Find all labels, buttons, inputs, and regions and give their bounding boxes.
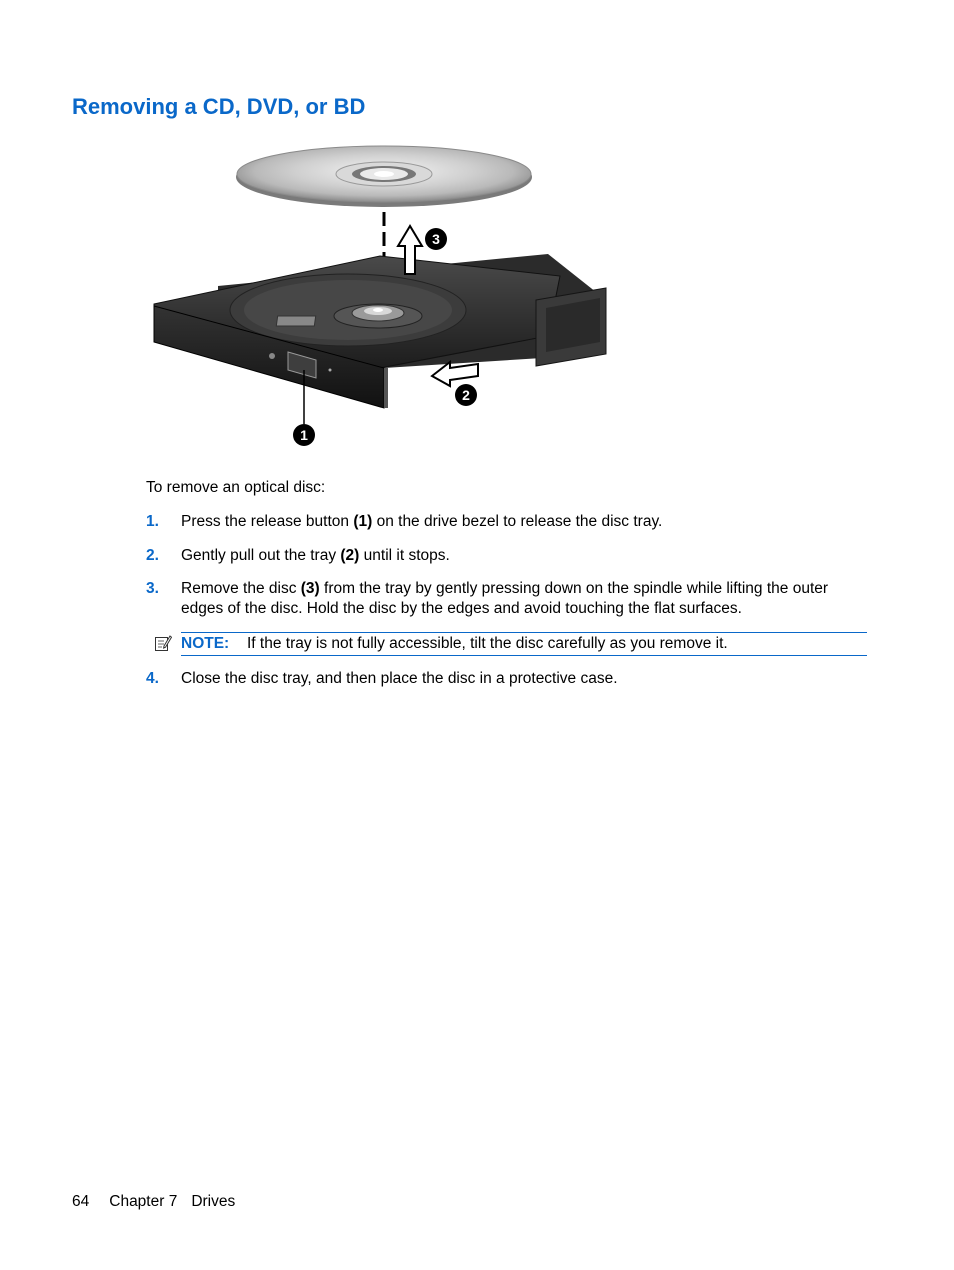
step-text: Remove the disc (3) from the tray by gently pressing down on the spindle while lifting the outer edges of the disc. Hold the disc by the edges and avoid touching the flat surfaces. [181,580,829,617]
intro-text: To remove an optical disc: [146,479,326,496]
optical-drive-image [148,136,618,458]
optical-drive-illustration [148,136,618,458]
step-2 [146,546,866,566]
callout-2 [455,384,477,406]
page-footer [72,1192,235,1212]
page-number: 64 [72,1193,90,1210]
step-4 [146,669,866,689]
step-number: 3. [146,580,159,597]
callout-1-label: 1 [300,427,308,443]
callout-1 [293,424,315,446]
spindle [334,304,422,328]
disc [236,146,532,207]
step-1 [146,512,866,532]
callout-3-label: 3 [432,231,440,247]
step-3 [146,579,866,619]
callout-3 [425,228,447,250]
note-pencil-icon [154,634,172,652]
chapter-title: Drives [191,1193,236,1210]
step-number: 1. [146,513,159,530]
note-label: NOTE: [181,635,230,652]
note-text: If the tray is not fully accessible, tilt the disc carefully as you remove it. [247,635,728,652]
step-number: 4. [146,670,159,687]
callout-2-label: 2 [462,387,470,403]
step-number: 2. [146,547,159,564]
step-text: Press the release button (1) on the drive bezel to release the disc tray. [181,513,663,530]
step-text: Gently pull out the tray (2) until it stops. [181,547,450,564]
step-text: Close the disc tray, and then place the disc in a protective case. [181,670,618,687]
page-title: Removing a CD, DVD, or BD [72,94,366,119]
chapter-label: Chapter 7 [109,1193,178,1210]
pull-arrow [432,362,478,386]
note-box [181,632,867,656]
